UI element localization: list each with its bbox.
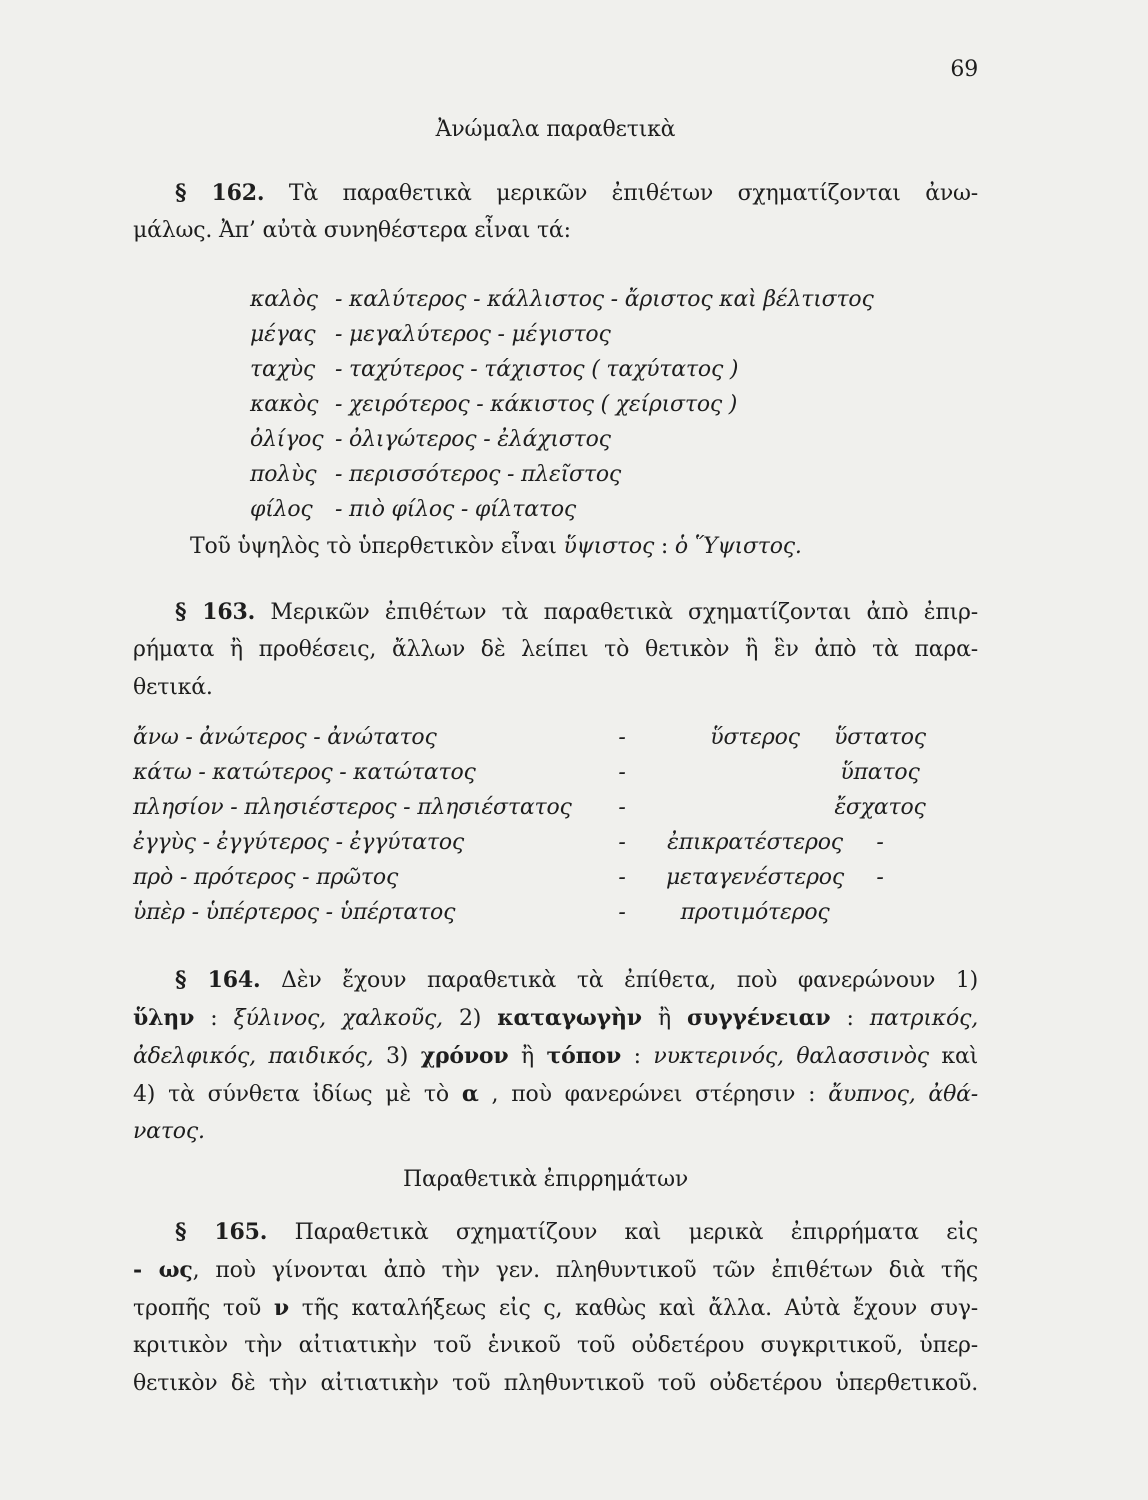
degree-forms: - ταχύτερος - τάχιστος ( ταχύτατος )	[335, 357, 739, 382]
example-words: νυκτερινός, θαλασσινὸς	[653, 1044, 929, 1069]
paragraph-165	[133, 1213, 978, 1403]
paragraph-line: θετικὸν δὲ τὴν αἰτιατικὴν τοῦ πληθυντικοῦ τοῦ οὐδετέρου ὑπερθετικοῦ.	[133, 1371, 978, 1396]
superlative-form: ὕστατος	[834, 725, 926, 750]
missing-positive-dash: -	[618, 760, 626, 785]
example-words: ἄυπνος, ἀθά-	[828, 1082, 978, 1107]
superlative-form: ὕπατος	[840, 760, 920, 785]
paragraph-line	[133, 1251, 978, 1289]
example-words: νατος.	[133, 1119, 205, 1144]
degree-forms: - μεγαλύτερος - μέγιστος	[335, 322, 611, 347]
note-colon: :	[660, 534, 669, 559]
term-place: τόπον	[546, 1043, 622, 1069]
positive-form: ταχὺς	[250, 357, 316, 382]
form-row	[0, 825, 1148, 860]
enumerator: 3)	[385, 1044, 409, 1069]
comparative-form: ἐπικρατέστερος	[667, 830, 843, 855]
missing-positive-dash: -	[618, 865, 626, 890]
missing-superlative-dash: -	[876, 865, 884, 890]
form-row	[0, 387, 1148, 422]
form-row	[0, 755, 1148, 790]
note-text: Τοῦ ὑψηλὸς τὸ ὑπερθετικὸν εἶναι	[190, 534, 557, 559]
positive-form: φίλος	[250, 497, 313, 522]
paragraph-text: , ποὺ φανερώνει στέρησιν :	[491, 1082, 816, 1107]
adverbial-forms-list	[0, 720, 1148, 930]
paragraph-line	[133, 593, 978, 631]
positive-form: καλὸς	[250, 287, 318, 312]
paragraph-text: Παραθετικὰ σχηματίζουν καὶ μερικὰ ἐπιρρήματα εἰς	[294, 1220, 978, 1245]
term-material: ὕλην	[133, 1005, 195, 1031]
example-words: ξύλινος, χαλκοῦς,	[233, 1006, 443, 1031]
degree-forms: - χειρότερος - κάκιστος ( χείριστος )	[335, 392, 738, 417]
paragraph-text: , ποὺ γίνονται ἀπὸ τὴν γεν. πληθυντικοῦ τῶν ἐπιθέτων διὰ τῆς	[192, 1258, 978, 1283]
adverb-forms: κάτω - κατώτερος - κατώτατος	[133, 760, 476, 785]
missing-positive-dash: -	[618, 795, 626, 820]
form-row	[0, 317, 1148, 352]
adverb-forms: πλησίον - πλησιέστερος - πλησιέστατος	[133, 795, 572, 820]
paragraph-line	[133, 1037, 978, 1075]
colon: :	[210, 1006, 218, 1031]
section-number: § 162.	[175, 180, 265, 206]
form-row	[0, 457, 1148, 492]
paragraph-line: κριτικὸν τὴν αἰτιατικὴν τοῦ ἑνικοῦ τοῦ οὐδετέρου συγκριτικοῦ, ὑπερ-	[133, 1333, 978, 1358]
form-row	[0, 352, 1148, 387]
paragraph-line	[133, 999, 978, 1037]
colon: :	[846, 1006, 854, 1031]
section-heading-anomalous: Ἀνώμαλα παραθετικὰ	[435, 117, 676, 142]
paragraph-164	[133, 961, 978, 1151]
paragraph-line: θετικά.	[133, 675, 213, 700]
note-example: ὁ Ὕψιστος.	[674, 534, 802, 559]
term-origin: καταγωγὴν	[497, 1005, 642, 1031]
paragraph-text: Τὰ παραθετικὰ μερικῶν ἐπιθέτων σχηματίζονται ἀνω-	[288, 181, 978, 206]
paragraph-line	[133, 1113, 978, 1151]
paragraph-line	[133, 174, 978, 212]
positive-form: μέγας	[250, 322, 316, 347]
comparative-form: ὕστερος	[710, 725, 800, 750]
degree-forms: - ὀλιγώτερος - ἐλάχιστος	[335, 427, 611, 452]
form-row	[0, 860, 1148, 895]
term-ending: - ως	[133, 1257, 193, 1283]
adverb-forms: ἄνω - ἀνώτερος - ἀνώτατος	[133, 725, 437, 750]
form-row	[0, 282, 1148, 317]
adverb-forms: ὑπὲρ - ὑπέρτερος - ὑπέρτατος	[133, 900, 456, 925]
paragraph-text: τῆς καταλήξεως εἰς ς, καθὼς καὶ ἄλλα. Αὐτὰ ἔχουν συγ-	[301, 1296, 978, 1321]
adverb-forms: ἐγγὺς - ἐγγύτερος - ἐγγύτατος	[133, 830, 465, 855]
section-number: § 163.	[175, 599, 256, 625]
paragraph-text: Μερικῶν ἐπιθέτων τὰ παραθετικὰ σχηματίζονται ἀπὸ ἐπιρ-	[270, 600, 978, 625]
colon: :	[633, 1044, 641, 1069]
conjunction: ἢ	[521, 1044, 534, 1069]
comparative-form: προτιμότερος	[680, 900, 830, 925]
degree-forms: - περισσότερος - πλεῖστος	[335, 462, 622, 487]
adverb-forms: πρὸ - πρότερος - πρῶτος	[133, 865, 399, 890]
positive-form: πολὺς	[250, 462, 317, 487]
form-row	[0, 492, 1148, 527]
term-alpha: α	[461, 1081, 479, 1107]
positive-form: ὀλίγος	[250, 427, 324, 452]
comparative-form: μεταγενέστερος	[666, 865, 844, 890]
term-nu: ν	[273, 1295, 289, 1321]
paragraph-162	[133, 174, 978, 250]
paragraph-text: 4) τὰ σύνθετα ἰδίως μὲ τὸ	[133, 1082, 449, 1107]
paragraph-line: ρήματα ἢ προθέσεις, ἄλλων δὲ λείπει τὸ θετικὸν ἢ ἓν ἀπὸ τὰ παρα-	[133, 637, 978, 662]
conjunction: ἢ	[657, 1006, 671, 1031]
example-words: ἀδελφικός, παιδικός,	[133, 1044, 374, 1069]
form-row	[0, 720, 1148, 755]
paragraph-163	[133, 593, 978, 707]
positive-form: κακὸς	[250, 392, 319, 417]
section-number: § 165.	[175, 1219, 268, 1245]
conjunction: καὶ	[941, 1044, 978, 1069]
section-heading-adverbs: Παραθετικὰ ἐπιρρημάτων	[402, 1167, 689, 1192]
note-hypsistos	[190, 528, 802, 566]
form-row	[0, 422, 1148, 457]
paragraph-line	[133, 961, 978, 999]
missing-positive-dash: -	[618, 900, 626, 925]
missing-positive-dash: -	[618, 725, 626, 750]
term-time: χρόνον	[420, 1043, 509, 1069]
paragraph-line	[133, 1289, 978, 1327]
form-row	[0, 895, 1148, 930]
term-kinship: συγγένειαν	[687, 1005, 831, 1031]
paragraph-line: μάλως. Ἀπ’ αὐτὰ συνηθέστερα εἶναι τά:	[133, 218, 571, 243]
missing-superlative-dash: -	[876, 830, 884, 855]
irregular-forms-list	[0, 282, 1148, 527]
degree-forms: - πιὸ φίλος - φίλτατος	[335, 497, 577, 522]
paragraph-text: Δὲν ἔχουν παραθετικὰ τὰ ἐπίθετα, ποὺ φανερώνουν 1)	[281, 968, 978, 993]
superlative-form: ἔσχατος	[834, 795, 926, 820]
degree-forms: - καλύτερος - κάλλιστος - ἄριστος καὶ βέλτιστος	[335, 287, 874, 312]
page-number: 69	[950, 57, 978, 82]
paragraph-text: τροπῆς τοῦ	[133, 1296, 262, 1321]
section-number: § 164.	[175, 967, 261, 993]
paragraph-line	[133, 1075, 978, 1113]
example-words: πατρικός,	[869, 1006, 978, 1031]
missing-positive-dash: -	[618, 830, 626, 855]
note-example: ὕψιστος	[563, 534, 655, 559]
enumerator: 2)	[458, 1006, 482, 1031]
form-row	[0, 790, 1148, 825]
paragraph-line	[133, 1213, 978, 1251]
